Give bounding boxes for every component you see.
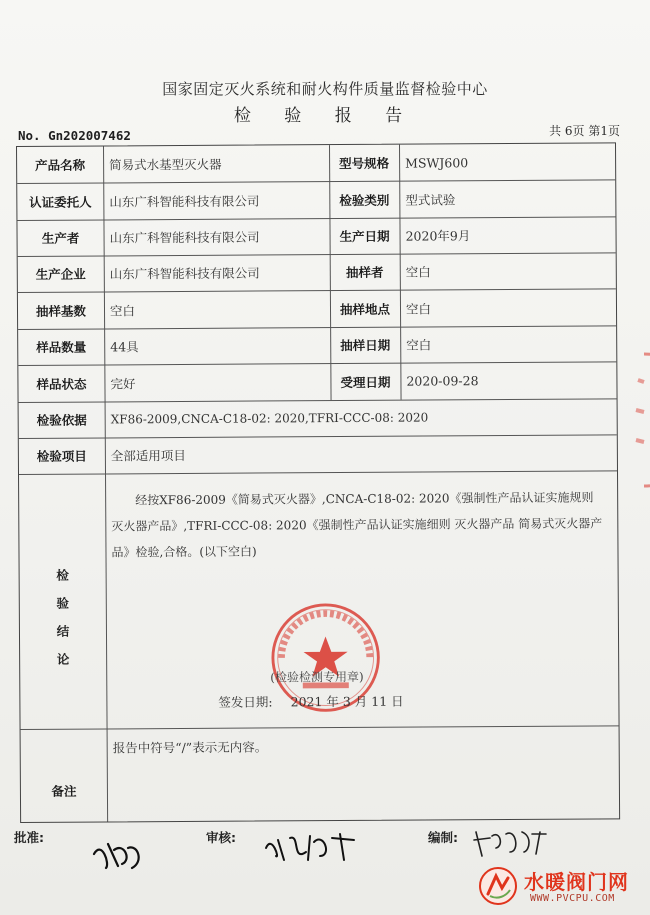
basis-row bbox=[19, 398, 617, 439]
table-row bbox=[18, 288, 616, 330]
basis-value: XF86-2009,CNCA-C18-02: 2020,TFRI-CCC-08: 2020 bbox=[110, 410, 429, 427]
report-number: No. Gn202007462 bbox=[18, 128, 131, 143]
stamp-note: (检验检测专用章) bbox=[270, 669, 364, 685]
conclusion-text: 经按XF86-2009《简易式灭火器》,CNCA-C18-02: 2020《强制性产品认证实施规则 灭火器产品》,TFRI-CCC-08: 2020《强制性产品认证实施细则 灭火器产品 简易式灭火器产品》检验,合格。(以下空白) bbox=[111, 490, 603, 560]
row-value-2: 空白 bbox=[405, 300, 432, 317]
review-label: 审核: bbox=[206, 830, 236, 845]
row-label: 认证委托人 bbox=[29, 194, 92, 210]
row-label: 生产企业 bbox=[35, 266, 86, 282]
edge-seal-fragment bbox=[614, 350, 650, 490]
site-logo-icon bbox=[478, 866, 518, 906]
compile-label: 编制: bbox=[428, 830, 458, 845]
table-row bbox=[18, 252, 616, 293]
row-label-2: 生产日期 bbox=[339, 228, 390, 245]
compiler-signature bbox=[470, 822, 554, 862]
items-value: 全部适用项目 bbox=[110, 447, 186, 464]
items-label: 检验项目 bbox=[36, 448, 87, 464]
row-value: 山东广科智能科技有限公司 bbox=[109, 229, 260, 246]
conclusion-label-char: 检 bbox=[56, 567, 69, 583]
approve-label: 批准: bbox=[14, 830, 44, 845]
remarks-row bbox=[21, 725, 620, 822]
row-value: 44具 bbox=[110, 339, 139, 355]
document-title: 检 验 报 告 bbox=[233, 106, 417, 126]
row-label: 产品名称 bbox=[35, 157, 86, 173]
row-label-2: 抽样地点 bbox=[339, 301, 391, 317]
report-table bbox=[16, 142, 620, 823]
conclusion-row bbox=[19, 470, 619, 730]
conclusion-label-char: 验 bbox=[56, 595, 70, 611]
row-value: 简易式水基型灭火器 bbox=[109, 156, 222, 173]
row-value: 山东广科智能科技有限公司 bbox=[109, 265, 260, 282]
conclusion-label bbox=[20, 561, 107, 674]
site-name: 水暖阀门网 bbox=[524, 870, 629, 894]
table-row bbox=[18, 325, 616, 366]
row-label-2: 检验类别 bbox=[339, 192, 390, 208]
row-value-2: 空白 bbox=[405, 264, 431, 280]
row-value-2: 型式试验 bbox=[405, 191, 456, 208]
items-row bbox=[19, 434, 617, 475]
table-row bbox=[17, 216, 615, 257]
row-label: 生产者 bbox=[41, 230, 80, 246]
row-label: 抽样基数 bbox=[35, 303, 87, 319]
row-label-2: 型号规格 bbox=[339, 155, 390, 172]
conclusion-label-char: 论 bbox=[56, 651, 70, 667]
table-row bbox=[17, 179, 615, 221]
row-label-2: 抽样日期 bbox=[340, 337, 391, 354]
approver-signature bbox=[88, 834, 148, 874]
issue-date-value: 2021 年 3 月 11 日 bbox=[290, 693, 404, 710]
issue-date bbox=[218, 692, 403, 711]
remarks-value: 报告中符号“/”表示无内容。 bbox=[112, 739, 268, 756]
issue-date-label: 签发日期: bbox=[218, 694, 273, 710]
remarks-label: 备注 bbox=[51, 783, 77, 799]
row-label: 样品数量 bbox=[36, 339, 87, 355]
row-label-2: 受理日期 bbox=[340, 374, 391, 390]
basis-label: 检验依据 bbox=[36, 412, 87, 428]
reviewer-signature bbox=[262, 826, 362, 866]
site-url: WWW.PVCPU.COM bbox=[530, 893, 615, 904]
page-indicator: 共 6页 第1页 bbox=[549, 124, 620, 138]
conclusion-label-char: 结 bbox=[56, 623, 70, 639]
row-label: 样品状态 bbox=[36, 376, 87, 392]
row-value-2: 2020年9月 bbox=[405, 228, 471, 244]
table-row bbox=[18, 361, 616, 403]
row-value-2: MSWJ600 bbox=[405, 154, 469, 171]
row-value-2: 2020-09-28 bbox=[406, 373, 479, 389]
table-row bbox=[17, 143, 615, 184]
row-value: 山东广科智能科技有限公司 bbox=[109, 193, 260, 209]
row-value: 完好 bbox=[110, 375, 136, 391]
row-label-2: 抽样者 bbox=[345, 264, 384, 280]
row-value-2: 空白 bbox=[406, 337, 432, 353]
row-value: 空白 bbox=[109, 302, 136, 318]
organization-name: 国家固定灭火系统和耐火构件质量监督检验中心 bbox=[162, 80, 488, 98]
